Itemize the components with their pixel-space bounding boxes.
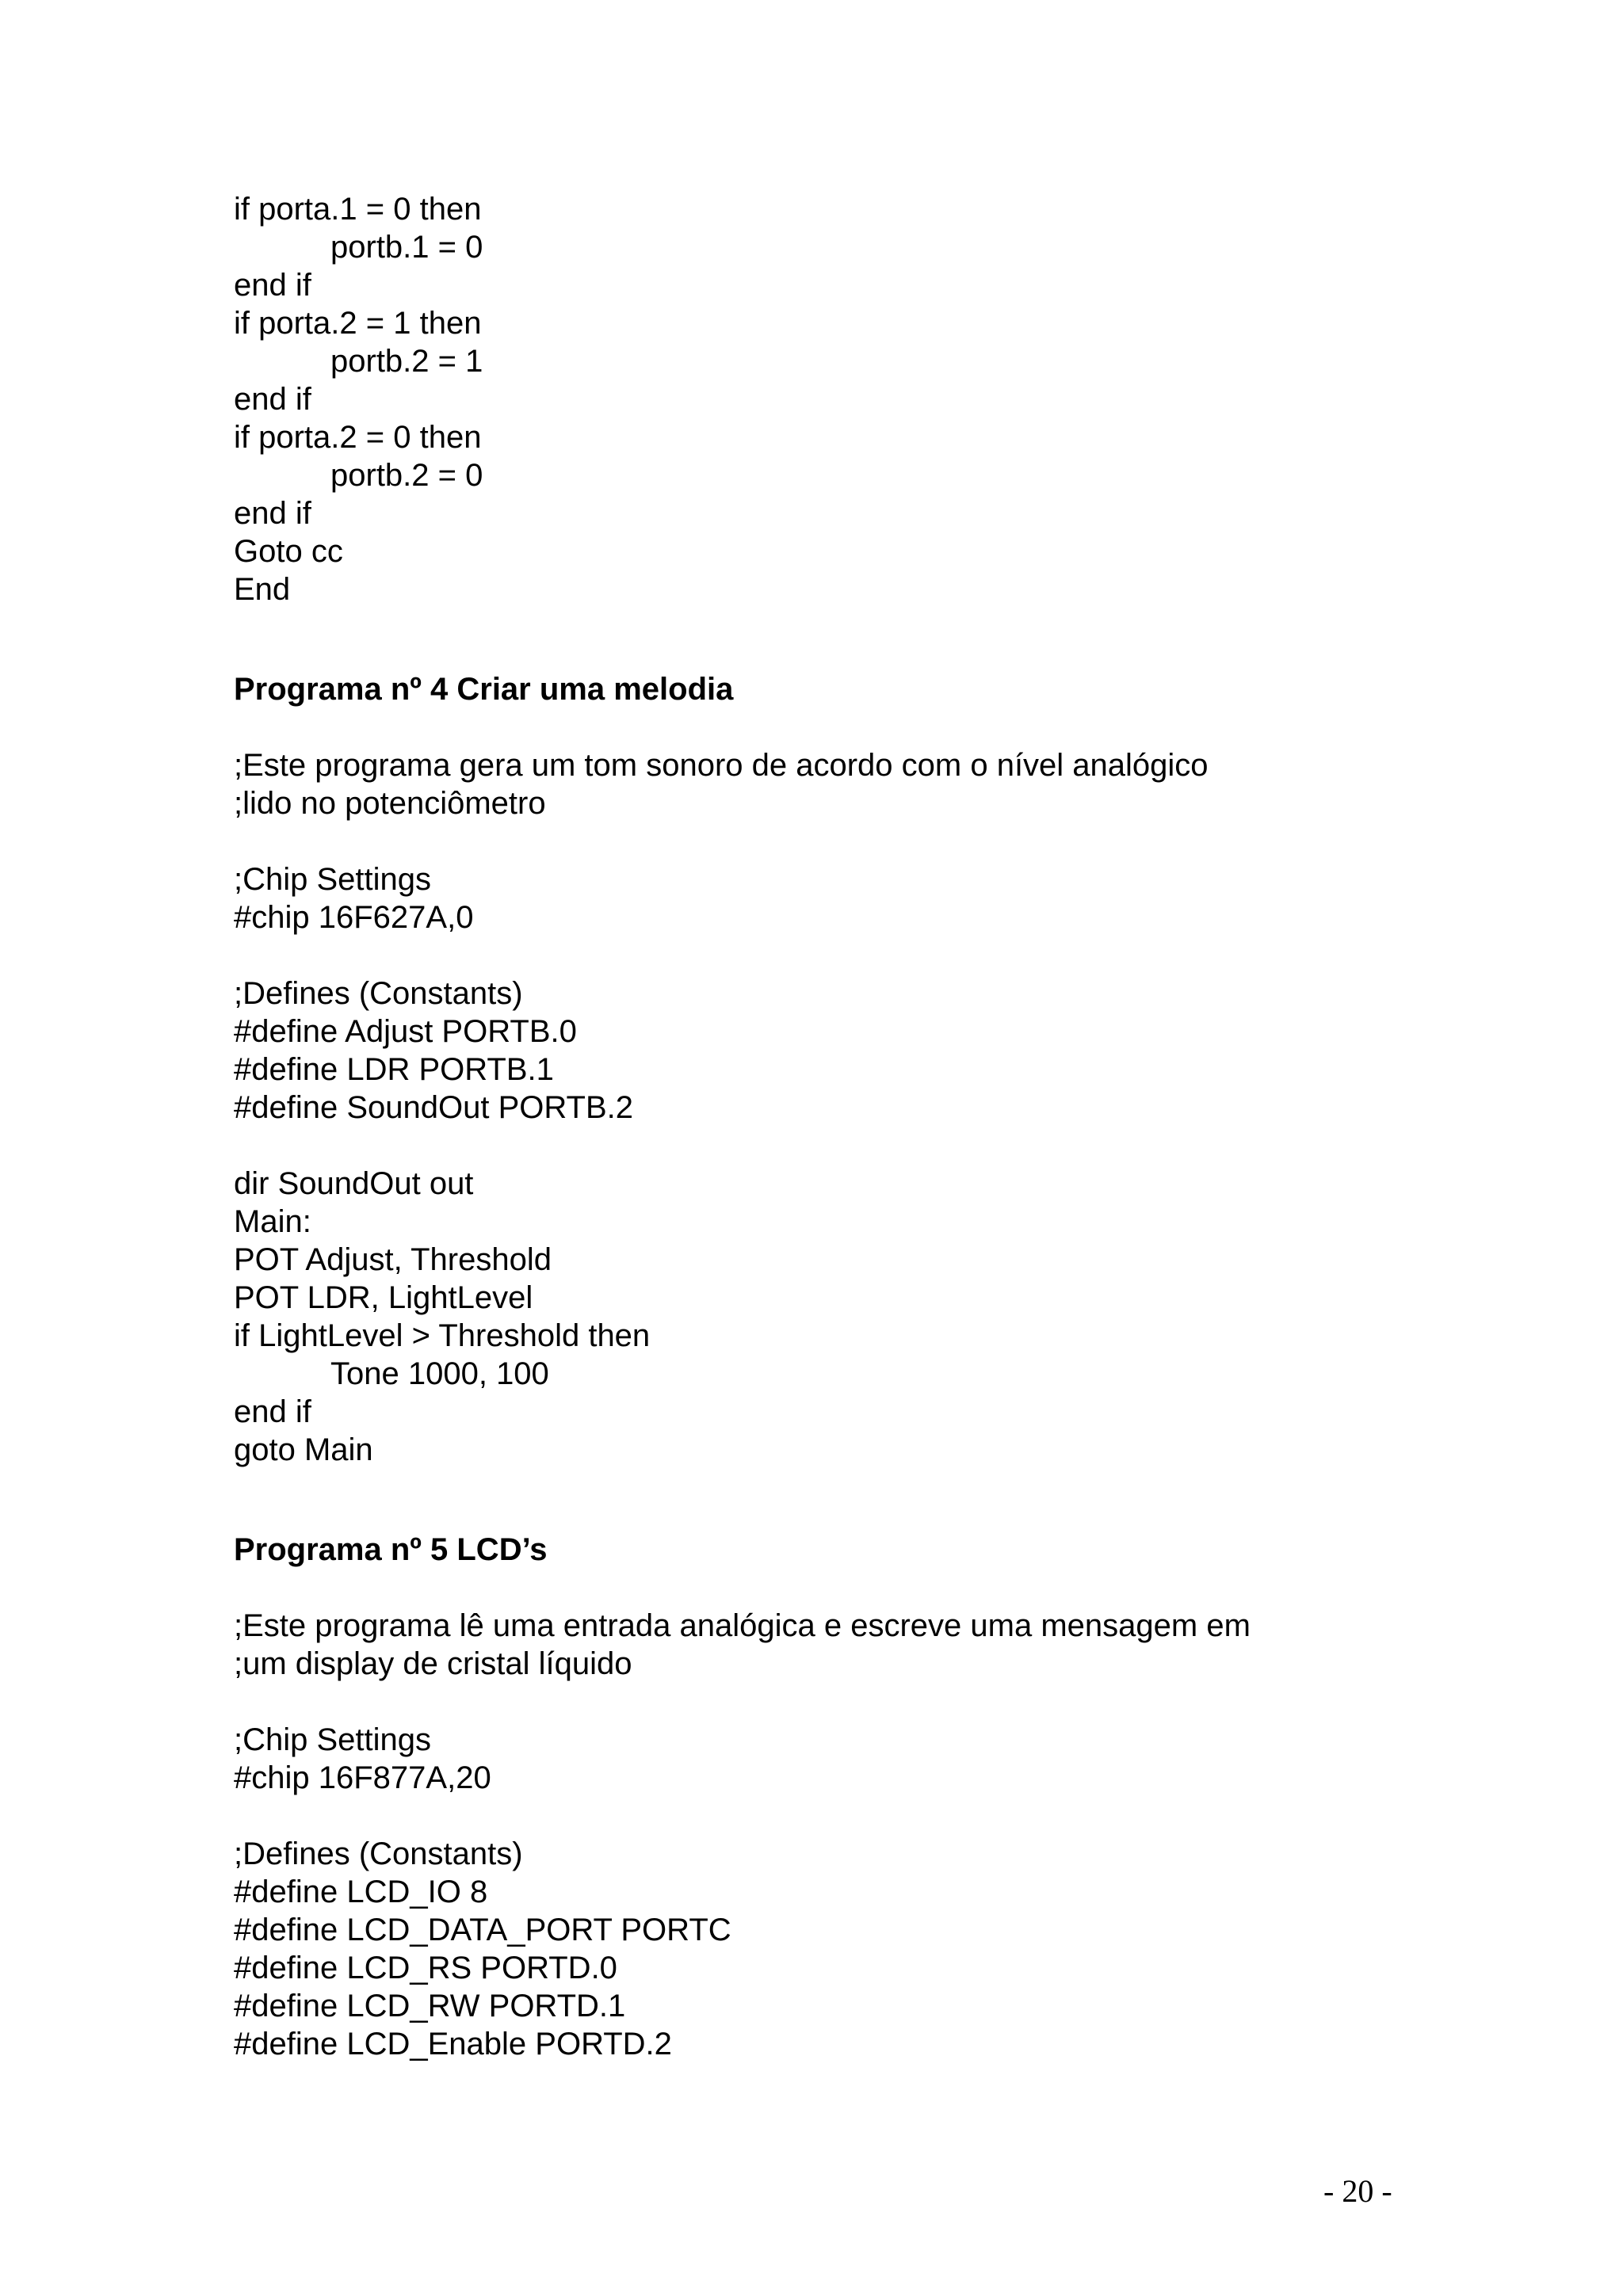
code-line: POT LDR, LightLevel bbox=[234, 1280, 533, 1315]
page-number: - 20 - bbox=[1323, 2173, 1392, 2209]
code-line: if porta.2 = 1 then bbox=[234, 306, 482, 341]
code-line: End bbox=[234, 572, 291, 607]
code-line: ;Defines (Constants) bbox=[234, 1836, 523, 1871]
code-line: if porta.2 = 0 then bbox=[234, 420, 482, 455]
code-line: #define LCD_RS PORTD.0 bbox=[234, 1951, 617, 1985]
code-line: if LightLevel > Threshold then bbox=[234, 1318, 651, 1353]
code-line: ;Chip Settings bbox=[234, 1722, 432, 1757]
code-line: #chip 16F627A,0 bbox=[234, 900, 474, 935]
code-line: #chip 16F877A,20 bbox=[234, 1760, 491, 1795]
code-line: goto Main bbox=[234, 1432, 373, 1467]
document-page bbox=[234, 190, 1423, 2063]
code-line: dir SoundOut out bbox=[234, 1166, 474, 1201]
code-line: Main: bbox=[234, 1204, 311, 1239]
code-line: Goto cc bbox=[234, 534, 343, 569]
code-line: ;Chip Settings bbox=[234, 862, 432, 897]
program-4-section bbox=[234, 670, 1423, 1469]
comment-line: ;Este programa gera um tom sonoro de acordo com o nível analógico bbox=[234, 748, 1209, 783]
code-line: #define LCD_RW PORTD.1 bbox=[234, 1989, 626, 2023]
code-line: #define LCD_Enable PORTD.2 bbox=[234, 2027, 672, 2061]
code-line: end if bbox=[234, 496, 311, 531]
code-line: #define Adjust PORTB.0 bbox=[234, 1014, 577, 1049]
comment-line: ;Este programa lê uma entrada analógica e escreve uma mensagem em bbox=[234, 1608, 1251, 1643]
comment-line: ;um display de cristal líquido bbox=[234, 1646, 632, 1681]
code-line: #define SoundOut PORTB.2 bbox=[234, 1090, 634, 1125]
code-block-continuation bbox=[234, 190, 1423, 608]
code-line: end if bbox=[234, 382, 311, 417]
code-line: ;Defines (Constants) bbox=[234, 976, 523, 1011]
code-line: POT Adjust, Threshold bbox=[234, 1242, 552, 1277]
code-line: if porta.1 = 0 then bbox=[234, 192, 482, 227]
program-5-section bbox=[234, 1531, 1423, 2063]
code-line: end if bbox=[234, 268, 311, 303]
code-line: end if bbox=[234, 1394, 311, 1429]
code-line: portb.2 = 0 bbox=[330, 458, 483, 493]
code-line: #define LCD_IO 8 bbox=[234, 1875, 488, 1909]
code-line: portb.2 = 1 bbox=[330, 344, 483, 379]
comment-line: ;lido no potenciômetro bbox=[234, 786, 546, 821]
code-line: #define LCD_DATA_PORT PORTC bbox=[234, 1913, 731, 1947]
program-4-heading: Programa nº 4 Criar uma melodia bbox=[234, 672, 734, 707]
code-line: #define LDR PORTB.1 bbox=[234, 1052, 554, 1087]
program-5-heading: Programa nº 5 LCD’s bbox=[234, 1532, 548, 1567]
code-line: portb.1 = 0 bbox=[330, 230, 483, 265]
code-line: Tone 1000, 100 bbox=[330, 1356, 549, 1391]
